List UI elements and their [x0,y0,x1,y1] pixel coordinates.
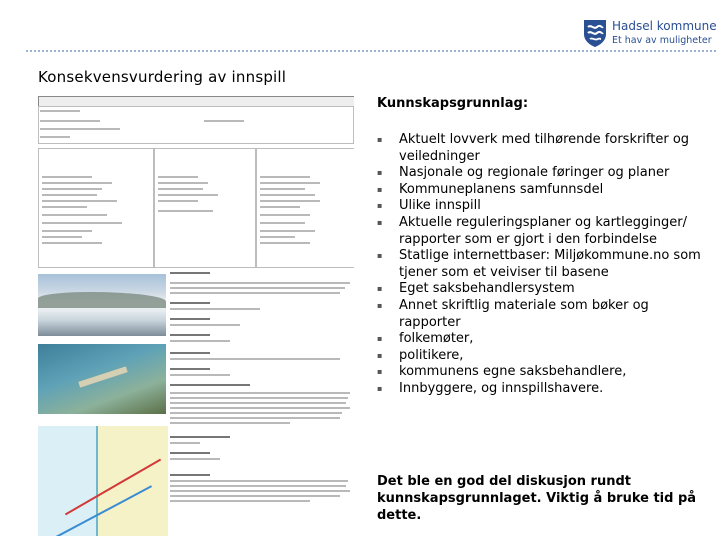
list-item-text: Aktuelt lovverk med tilhørende forskrifter og veiledninger [399,132,690,164]
footer-note: Det ble en god del diskusjon rundt kunnskapsgrunnlaget. Viktig å bruke tid på dette. [377,474,697,523]
list-item [377,198,707,215]
slide-title: Konsekvensvurdering av innspill [38,68,287,86]
list-item [377,248,707,281]
list-item-text: kommunens egne saksbehandlere, [399,364,627,380]
list-item [377,331,707,348]
list-item [377,165,707,182]
list-item-text: Innbyggere, og innspillshavere. [399,380,604,396]
list-item-text: Aktuelle reguleringsplaner og kartlegginger/ rapporter som er gjort i den forbindelse [399,214,688,247]
org-tagline: Et hav av muligheter [612,35,712,46]
org-name: Hadsel kommune [612,19,717,33]
bullet-icon: ▪ [377,251,383,261]
list-item-text: politikere, [399,347,464,363]
form-criteria-table-middle [154,148,256,268]
list-item [377,182,707,199]
bullet-icon: ▪ [377,334,383,344]
bullet-icon: ▪ [377,367,383,377]
list-item [377,281,707,298]
list-item-text: Statlige internettbaser: Miljøkommune.no som tjener som et veiviser til basene [399,248,701,280]
area-map-thumbnail [38,426,166,536]
list-item-text: Ulike innspill [399,198,481,214]
bullet-icon: ▪ [377,201,383,211]
bullet-icon: ▪ [377,168,383,178]
list-item [377,348,707,365]
form-top-table [38,106,354,144]
knowledge-list [377,132,707,398]
hadsel-coat-of-arms-icon [582,18,608,48]
bullet-icon: ▪ [377,284,383,294]
aerial-harbour-photo [38,344,166,414]
list-item [377,381,707,398]
list-item [377,132,707,165]
bullet-icon: ▪ [377,184,383,194]
list-item-text: Annet skriftlig materiale som bøker og rapporter [399,297,649,330]
list-item [377,215,707,248]
list-item-text: Eget saksbehandlersystem [399,281,575,297]
header-divider [26,50,716,52]
assessment-form-thumbnail [38,96,354,536]
bullet-icon: ▪ [377,383,383,393]
snowy-landscape-photo [38,274,166,336]
form-criteria-table-left [38,148,154,268]
list-item [377,364,707,381]
bullet-icon: ▪ [377,350,383,360]
organization-logo [578,18,718,50]
list-item [377,298,707,331]
bullet-icon: ▪ [377,135,383,144]
list-item-text: folkemøter, [399,331,474,347]
list-item-text: Kommuneplanens samfunnsdel [399,181,604,197]
bullet-icon: ▪ [377,217,383,227]
list-item-text: Nasjonale og regionale føringer og planer [399,165,670,181]
knowledge-heading: Kunnskapsgrunnlag: [377,96,529,111]
bullet-icon: ▪ [377,300,383,310]
form-criteria-table-right [256,148,354,268]
